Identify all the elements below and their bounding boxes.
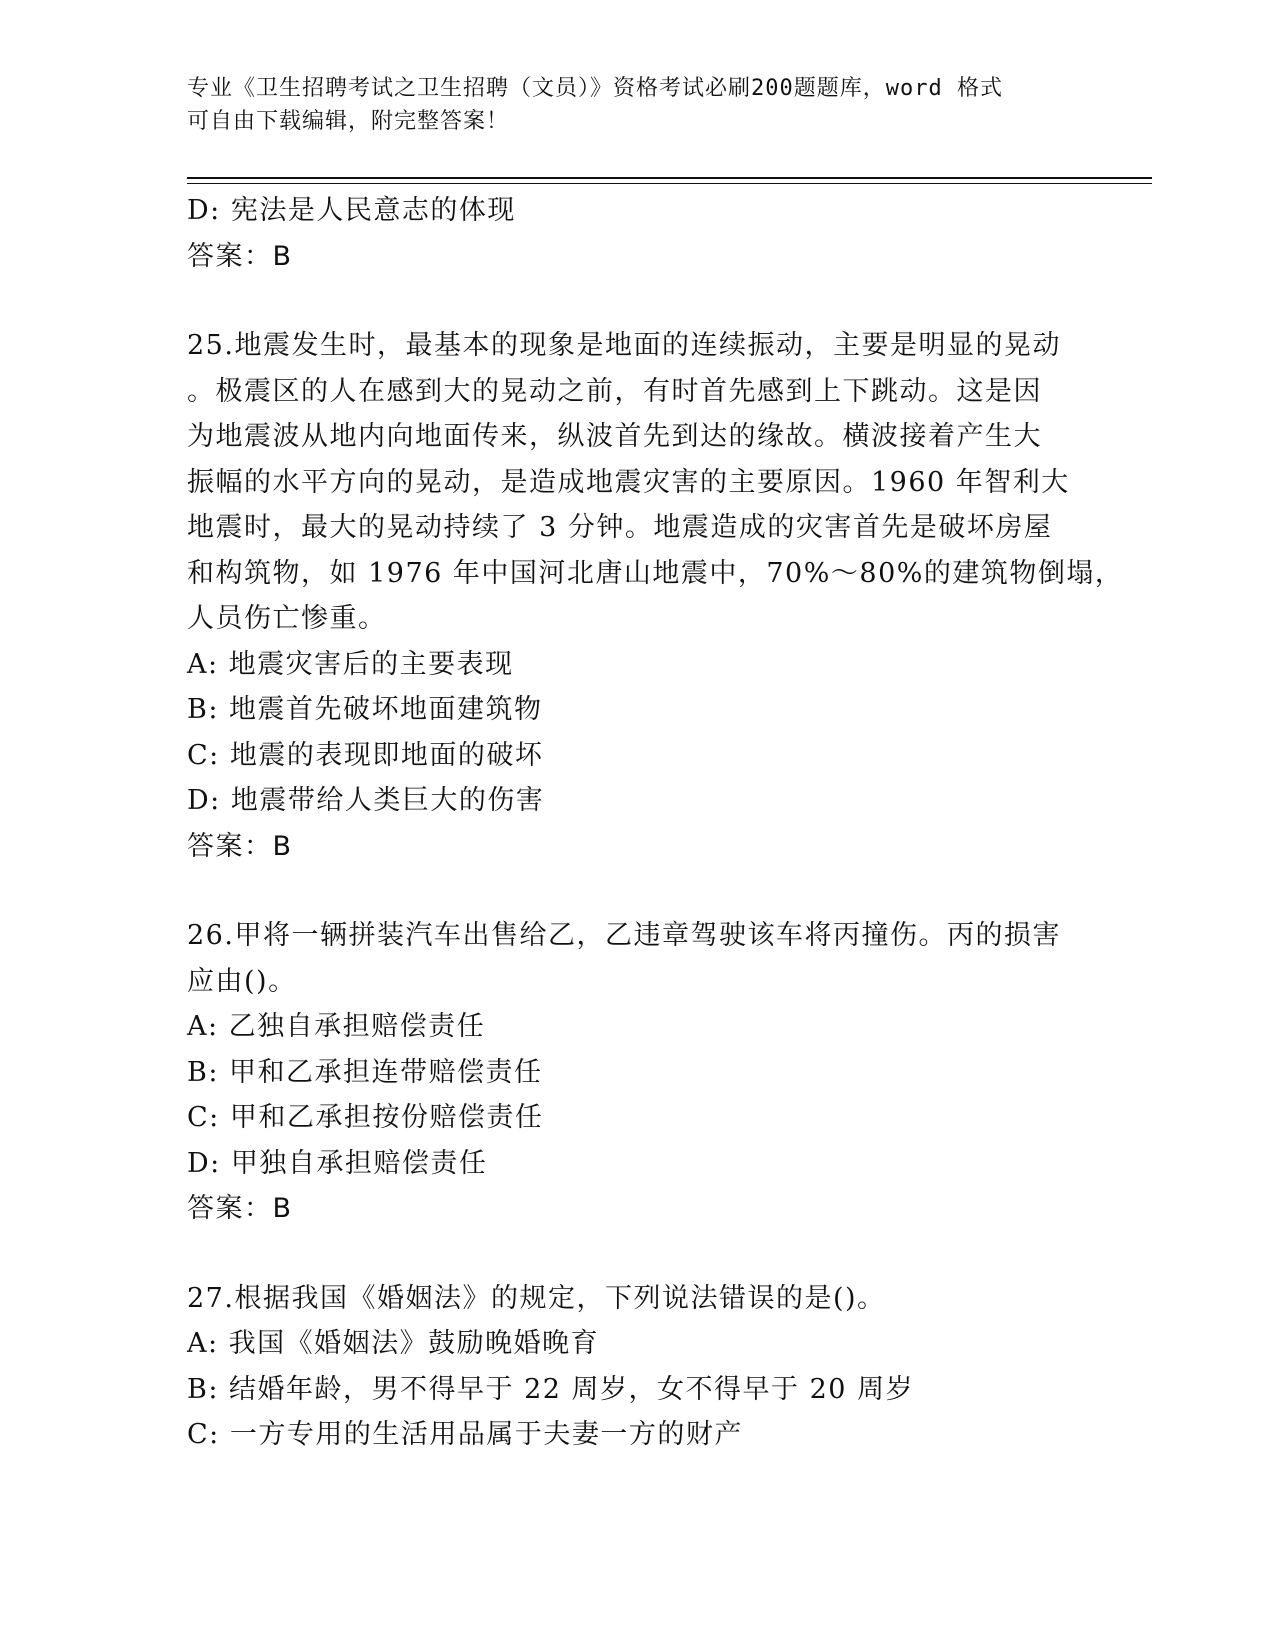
option-b: B: 甲和乙承担连带赔偿责任	[187, 1056, 543, 1088]
option-a: A: 乙独自承担赔偿责任	[187, 1011, 486, 1042]
option-d: D: 宪法是人民意志的体现	[187, 195, 516, 226]
answer-line: 答案：B	[187, 1193, 293, 1224]
option-d: D: 地震带给人类巨大的伤害	[187, 785, 545, 816]
header-line-2: 可自由下载编辑，附完整答案！	[187, 109, 510, 134]
header-line-1: 专业《卫生招聘考试之卫生招聘（文员）》资格考试必刷200题题库，word 格式	[187, 76, 1003, 101]
option-c: C: 一方专用的生活用品属于夫妻一方的财产	[187, 1419, 743, 1450]
question-text-line: 地震时，最大的晃动持续了 3 分钟。地震造成的灾害首先是破坏房屋	[187, 512, 1053, 543]
question-text-line: 人员伤亡惨重。	[187, 603, 387, 634]
question-text-line: 振幅的水平方向的晃动，是造成地震灾害的主要原因。1960 年智利大	[187, 466, 1070, 498]
question-spacer	[187, 279, 1067, 323]
question-spacer	[187, 869, 1067, 913]
document-header	[187, 72, 1067, 138]
option-b: B: 地震首先破坏地面建筑物	[187, 694, 543, 725]
option-a: A: 地震灾害后的主要表现	[187, 648, 514, 680]
option-c: C: 地震的表现即地面的破坏	[187, 739, 544, 771]
question-text-line: 27.根据我国《婚姻法》的规定，下列说法错误的是()。	[187, 1282, 886, 1314]
header-divider-thin	[187, 183, 1152, 184]
option-d: D: 甲独自承担赔偿责任	[187, 1147, 488, 1179]
answer-line: 答案：B	[187, 240, 293, 272]
question-text-line: 为地震波从地内向地面传来，纵波首先到达的缘故。横波接着产生大	[187, 421, 1042, 452]
option-a: A: 我国《婚姻法》鼓励晚婚晚育	[187, 1328, 600, 1359]
question-text-line: 应由()。	[187, 965, 297, 997]
question-text-line: 25.地震发生时，最基本的现象是地面的连续振动，主要是明显的晃动	[187, 330, 1061, 361]
question-26	[187, 913, 1067, 1232]
question-text-line: 26.甲将一辆拼装汽车出售给乙，乙违章驾驶该车将丙撞伤。丙的损害	[187, 920, 1061, 951]
question-25	[187, 323, 1124, 869]
question-spacer	[187, 1232, 1067, 1276]
question-27	[187, 1276, 1067, 1458]
option-c: C: 甲和乙承担按份赔偿责任	[187, 1102, 544, 1133]
option-b: B: 结婚年龄，男不得早于 22 周岁，女不得早于 20 周岁	[187, 1373, 915, 1405]
question-text-line: 。极震区的人在感到大的晃动之前，有时首先感到上下跳动。这是因	[187, 375, 1042, 407]
header-divider-thick	[187, 177, 1152, 179]
previous-question-tail	[187, 188, 1067, 279]
document-body	[187, 188, 1124, 1458]
question-text-line: 和构筑物，如 1976 年中国河北唐山地震中，70%～80%的建筑物倒塌，	[187, 557, 1124, 589]
answer-line: 答案：B	[187, 830, 293, 862]
